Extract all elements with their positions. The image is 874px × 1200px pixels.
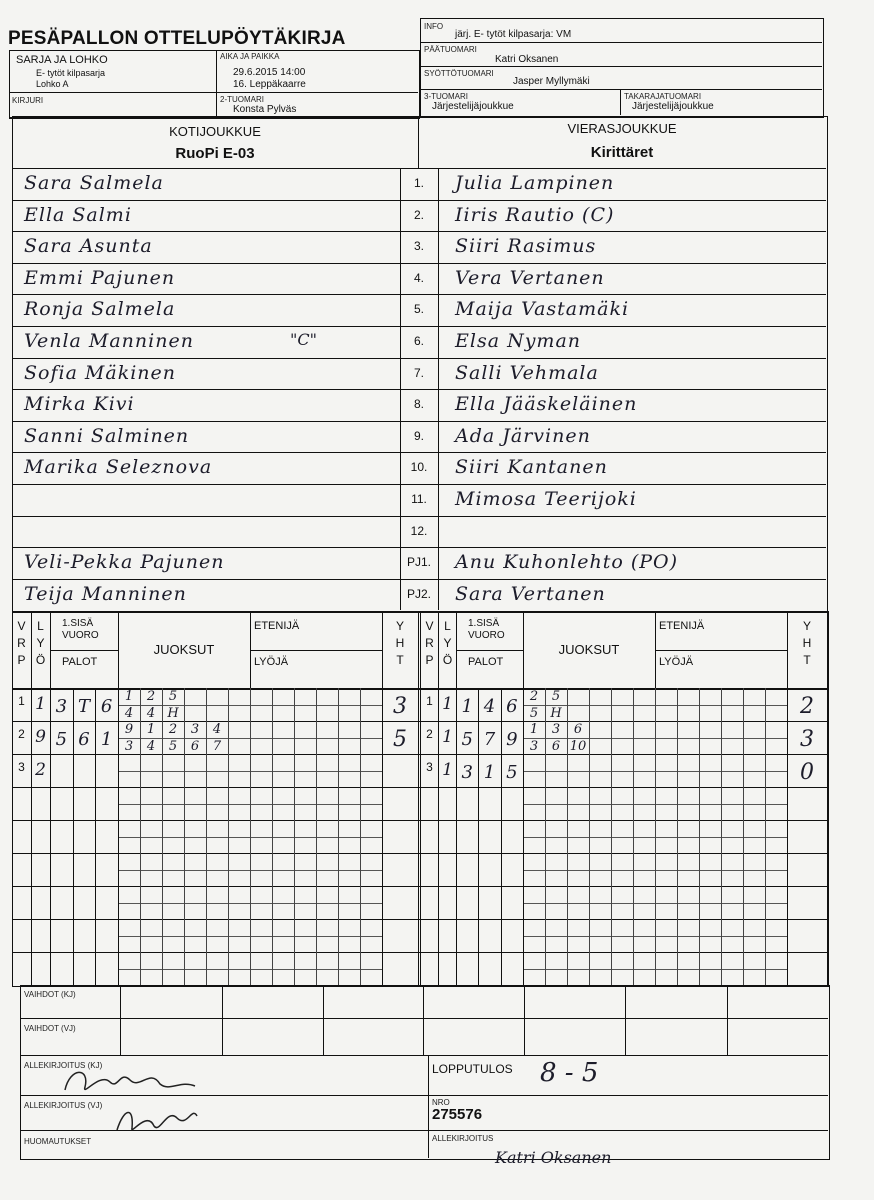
away-hdr-etenija: ETENIJÄ: [659, 620, 705, 632]
sign-away-label: ALLEKIRJOITUS (VJ): [24, 1101, 103, 1110]
away-player-name: Salli Vehmala: [455, 361, 599, 384]
grid-line: [50, 611, 51, 985]
home-run-top: 3: [190, 722, 200, 737]
roster-number: 6.: [413, 334, 424, 348]
away-run-bottom: H: [550, 705, 562, 721]
grid-line: [611, 688, 612, 985]
roster-row-line: [12, 200, 826, 201]
away-hdr-first-inning: 1.SISÄ VUORO: [468, 618, 505, 641]
away-palot-value: 7: [483, 729, 496, 750]
away-hdr-palot: PALOT: [468, 656, 504, 668]
away-palot-value: 5: [461, 729, 473, 750]
home-team-name: RuoPi E-03: [175, 145, 255, 162]
roster-number: 12.: [410, 523, 428, 538]
away-run-top: 1: [529, 722, 539, 737]
home-run-bottom: H: [167, 705, 179, 721]
away-first-batter: 1: [442, 694, 453, 714]
away-hdr-yht: Y H T: [802, 619, 812, 667]
away-player-name: Siiri Rasimus: [455, 235, 597, 258]
back-umpire-value: Järjestelijäjoukkue: [632, 101, 714, 112]
roster-row-line: [12, 326, 826, 327]
roster-number: 8.: [413, 397, 424, 412]
home-run-bottom: 4: [146, 705, 156, 721]
away-period-number: 3: [426, 760, 433, 774]
roster-number: PJ2.: [406, 586, 431, 601]
sign-home-label: ALLEKIRJOITUS (KJ): [24, 1061, 103, 1070]
home-hdr-yht: Y H T: [395, 619, 405, 667]
roster-row-line: [12, 547, 826, 548]
roster-number: 9.: [413, 428, 424, 443]
grid-line: [655, 650, 787, 651]
roster-number: PJ1.: [406, 555, 431, 570]
roster-row-line: [12, 421, 826, 422]
away-run-bottom: 3: [529, 738, 539, 754]
time-place-label: AIKA JA PAIKKA: [220, 52, 280, 61]
subs-home-label: VAIHDOT (KJ): [24, 990, 76, 999]
roster-number: 11.: [411, 492, 427, 506]
nro-value: 275576: [432, 1106, 483, 1123]
nro-label: NRO: [432, 1098, 450, 1107]
grid-line: [418, 611, 419, 985]
home-run-top: 1: [124, 689, 134, 704]
home-hdr-l: L Y Ö: [35, 619, 46, 667]
final-value: 8 - 5: [540, 1058, 599, 1088]
away-run-bottom: 6: [551, 738, 561, 754]
home-run-bottom: 3: [124, 738, 134, 754]
home-hdr-lyoja: LYÖJÄ: [254, 656, 289, 668]
grid-line: [456, 650, 523, 651]
home-player-name: Mirka Kivi: [24, 393, 135, 416]
input-umpire-value: Jasper Myllymäki: [513, 76, 590, 87]
away-period-total: 3: [800, 727, 814, 752]
final-label: LOPPUTULOS: [432, 1062, 513, 1076]
away-signature: [112, 1098, 202, 1138]
grid-line: [589, 688, 590, 985]
roster-number: 5.: [413, 302, 424, 317]
input-umpire-label: SYÖTTÖTUOMARI: [424, 69, 494, 78]
away-label: VIERASJOUKKUE: [567, 121, 677, 136]
home-first-batter: 2: [35, 760, 46, 780]
form-title: PESÄPALLON OTTELUPÖYTÄKIRJA: [8, 28, 346, 49]
away-first-batter: 1: [442, 760, 453, 780]
series-value-1: E- tytöt kilpasarja: [36, 68, 106, 78]
home-run-top: 2: [146, 689, 156, 704]
home-palot-value: 5: [55, 729, 68, 750]
grid-line: [743, 688, 744, 985]
away-period-total: 0: [800, 760, 814, 785]
roster-row-line: [12, 231, 826, 232]
away-player-name: Siiri Kantanen: [455, 456, 608, 479]
grid-line: [294, 688, 295, 985]
away-palot-value: 1: [483, 762, 496, 783]
home-run-bottom: 6: [190, 738, 200, 754]
away-hdr-juoksut: JUOKSUT: [558, 642, 620, 657]
grid-line: [360, 688, 361, 985]
roster-number: 4.: [413, 270, 424, 285]
away-run-top: 6: [573, 722, 583, 737]
home-run-bottom: 4: [124, 705, 134, 721]
home-run-top: 5: [168, 689, 178, 704]
away-player-name: Elsa Nyman: [455, 330, 582, 352]
away-hdr-lyoja: LYÖJÄ: [659, 656, 694, 668]
away-player-name: Maija Vastamäki: [455, 298, 630, 321]
home-palot-value: 1: [100, 729, 113, 750]
grid-line: [118, 611, 119, 985]
home-first-batter: 1: [35, 694, 46, 714]
place-value: 16. Leppäkaarre: [233, 79, 306, 90]
home-period-number: 3: [18, 760, 25, 774]
umpire2-value: Konsta Pylväs: [233, 104, 297, 115]
away-player-name: Julia Lampinen: [455, 172, 615, 194]
home-captain-mark: "C": [290, 330, 317, 349]
home-run-top: 4: [212, 722, 222, 737]
home-player-name: Ella Salmi: [24, 203, 132, 226]
home-palot-value: 6: [100, 696, 113, 717]
home-palot-value: T: [77, 696, 90, 717]
away-player-name: Vera Vertanen: [455, 266, 605, 289]
away-player-name: Ella Jääskeläinen: [455, 393, 638, 416]
away-run-bottom: 10: [569, 738, 587, 754]
away-palot-value: 1: [461, 696, 473, 717]
grid-line: [316, 688, 317, 985]
home-signature: [60, 1062, 200, 1100]
roster-row-line: [12, 516, 826, 517]
series-value-2: Lohko A: [36, 79, 69, 89]
scorer-label: KIRJURI: [12, 96, 44, 105]
away-player-name: Iiris Rautio (C): [455, 203, 615, 226]
away-run-bottom: 5: [529, 705, 539, 721]
notes-label: HUOMAUTUKSET: [24, 1137, 92, 1146]
subs-away-label: VAIHDOT (VJ): [24, 1024, 76, 1033]
home-player-name: Ronja Salmela: [24, 298, 176, 321]
grid-line: [827, 611, 828, 985]
grid-line: [228, 688, 229, 985]
grid-line: [50, 650, 118, 651]
roster-row-line: [12, 484, 826, 485]
umpire3-label: 3-TUOMARI: [424, 92, 468, 101]
roster-row-line: [12, 358, 826, 359]
grid-line: [655, 688, 656, 985]
roster-row-line: [12, 294, 826, 295]
umpire3-value: Järjestelijäjoukkue: [432, 101, 514, 112]
time-value: 29.6.2015 14:00: [233, 67, 306, 78]
home-palot-value: 6: [78, 729, 90, 750]
away-player-name: Sara Vertanen: [455, 582, 606, 605]
home-player-name: Venla Manninen: [24, 330, 194, 352]
grid-line: [250, 688, 251, 985]
home-run-top: 2: [168, 722, 178, 737]
roster-row-line: [12, 389, 826, 390]
away-palot-value: 6: [506, 696, 518, 717]
home-player-name: Sofia Mäkinen: [24, 361, 177, 384]
away-run-top: 2: [529, 689, 539, 704]
info-value: järj. E- tytöt kilpasarja: VM: [455, 29, 572, 40]
roster-row-line: [12, 452, 826, 453]
away-first-batter: 1: [442, 727, 453, 747]
roster-row-line: [12, 263, 826, 264]
sign-label: ALLEKIRJOITUS: [432, 1134, 494, 1143]
umpire2-label: 2-TUOMARI: [220, 95, 264, 104]
away-run-top: 3: [551, 722, 561, 737]
away-period-number: 1: [426, 694, 433, 708]
away-period-number: 2: [426, 727, 433, 741]
grid-line: [272, 688, 273, 985]
head-umpire-label: PÄÄTUOMARI: [424, 45, 477, 54]
home-hdr-palot: PALOT: [62, 656, 98, 668]
home-run-bottom: 5: [168, 738, 178, 754]
home-player-name: Sanni Salminen: [24, 424, 190, 447]
away-player-name: Mimosa Teerijoki: [455, 488, 637, 510]
home-label: KOTIJOUKKUE: [169, 124, 261, 139]
away-hdr-v: V R P: [425, 619, 434, 667]
away-hdr-l: L Y Ö: [442, 619, 453, 667]
away-palot-value: 5: [506, 762, 518, 783]
away-team-name: Kirittäret: [590, 144, 654, 161]
sign-value: Katri Oksanen: [495, 1148, 612, 1167]
home-run-top: 1: [146, 722, 156, 737]
home-run-top: 9: [124, 722, 134, 737]
back-umpire-label: TAKARAJATUOMARI: [624, 92, 702, 101]
away-palot-value: 9: [506, 729, 518, 750]
home-player-name: Emmi Pajunen: [24, 266, 176, 289]
grid-line: [699, 688, 700, 985]
roster-number: 7.: [413, 365, 424, 380]
home-period-total: 3: [393, 694, 407, 719]
home-player-name: Teija Manninen: [24, 582, 187, 605]
roster-row-line: [12, 579, 826, 580]
grid-line: [633, 688, 634, 985]
away-palot-value: 3: [461, 762, 473, 783]
home-hdr-etenija: ETENIJÄ: [254, 620, 300, 632]
away-player-name: Ada Järvinen: [455, 424, 591, 447]
home-period-total: 5: [393, 727, 407, 752]
home-hdr-v: V R P: [17, 619, 26, 667]
grid-line: [721, 688, 722, 985]
home-hdr-juoksut: JUOKSUT: [153, 642, 215, 657]
home-player-name: Sara Salmela: [24, 172, 164, 194]
away-run-top: 5: [551, 689, 561, 704]
roster-number: 2.: [413, 207, 424, 222]
grid-line: [765, 688, 766, 985]
home-run-bottom: 7: [212, 738, 222, 754]
roster-number: 10.: [410, 460, 428, 475]
away-palot-value: 4: [483, 696, 496, 717]
roster-number: 3.: [413, 239, 424, 254]
home-first-batter: 9: [35, 727, 46, 747]
away-player-name: Anu Kuhonlehto (PO): [455, 551, 679, 574]
grid-line: [338, 688, 339, 985]
home-player-name: Marika Seleznova: [24, 456, 213, 479]
home-run-bottom: 4: [146, 738, 156, 754]
home-player-name: Sara Asunta: [24, 235, 153, 258]
home-period-number: 1: [18, 694, 25, 708]
series-label: SARJA JA LOHKO: [16, 54, 108, 66]
grid-line: [250, 650, 382, 651]
home-hdr-first-inning: 1.SISÄ VUORO: [62, 618, 99, 641]
info-label: INFO: [424, 22, 444, 31]
roster-number: 1.: [413, 176, 424, 190]
head-umpire-value: Katri Oksanen: [495, 54, 559, 65]
home-period-number: 2: [18, 727, 25, 741]
away-period-total: 2: [800, 694, 814, 719]
grid-line: [677, 688, 678, 985]
home-palot-value: 3: [55, 696, 68, 717]
grid-line: [523, 611, 524, 985]
home-player-name: Veli-Pekka Pajunen: [24, 551, 225, 574]
